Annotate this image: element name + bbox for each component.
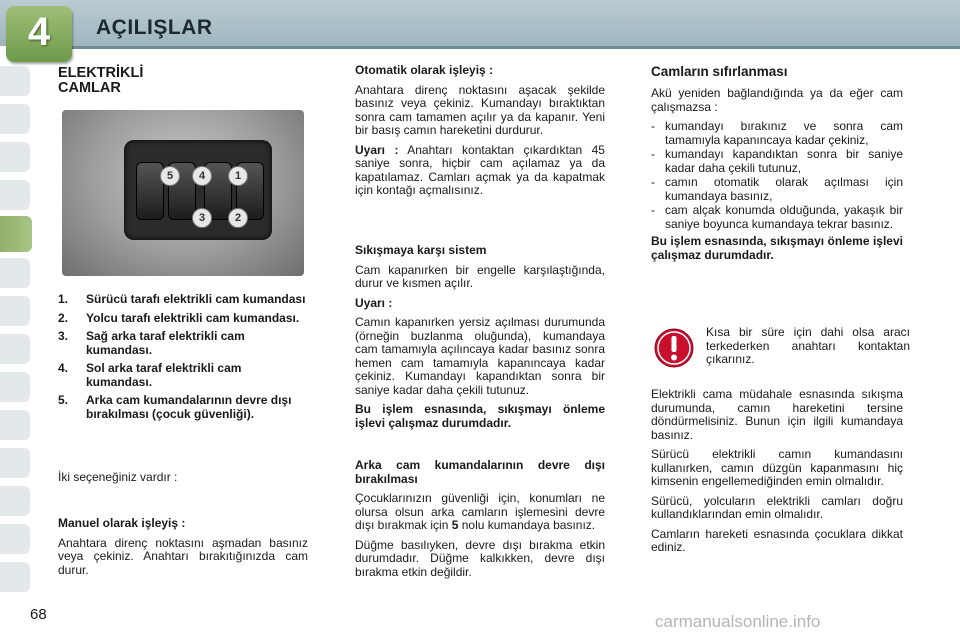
manual-text: Anahtara direnç noktasını aşmadan basınız veya çekiniz. Anahtarı bırakıtığınızda cam durur. (58, 535, 308, 577)
chapter-tab-12[interactable] (0, 486, 30, 516)
callout-1: 1 (228, 166, 248, 186)
watermark: carmanualsonline.info (655, 612, 821, 631)
note-paragraph: Sürücü elektrikli camın kumandasını kullanırken, camın düzgün kapanmasını hiç kimsenin engellemediğinden emin olmalıdır. (651, 447, 903, 488)
chapter-tab-8[interactable] (0, 334, 30, 364)
chapter-tab-2[interactable] (0, 104, 30, 134)
chapter-tab-7[interactable] (0, 296, 30, 326)
auto-text: Anahtara direnç noktasını aşacak şekilde basınız veya çekiniz. Kumandayı bıraktıktan sonra cam tamamen açılır ya da kapanır. Yeni bir basış camın hareketini durdurur. (355, 82, 605, 137)
note-paragraph: Elektrikli cama müdahale esnasında sıkışma durumunda, camın hareketini tersine döndürmelisiniz. Bunun için ilgili kumandaya basınız. (651, 387, 903, 442)
chapter-tab-10[interactable] (0, 410, 30, 440)
callout-2: 2 (228, 208, 248, 228)
pinch-heading: Sıkışmaya karşı sistem (355, 243, 487, 257)
page-number: 68 (30, 606, 47, 623)
list-item: 5. Arka cam kumandalarının devre dışı bırakılması (çocuk güvenliği). (58, 393, 292, 421)
pinch-note: Bu işlem esnasında, sıkışmayı önleme işlevi çalışmaz durumdadır. (355, 402, 605, 430)
list-item: 4. Sol arka taraf elektrikli cam kumandası. (58, 361, 242, 389)
reset-step: - kumandayı bırakınız ve sonra cam tamamıyla kapanıncaya kadar çekiniz, (651, 119, 903, 147)
reset-section (651, 64, 903, 268)
warning-text: Kısa bir süre için dahi olsa aracı terkederken anahtarı kontaktan çıkarınız. (706, 325, 910, 366)
chapter-tab-11[interactable] (0, 448, 30, 478)
chapter-tab-4[interactable] (0, 180, 30, 210)
callout-3: 3 (192, 208, 212, 228)
safety-notes (651, 388, 903, 561)
switch-5 (136, 162, 164, 220)
manual-section (58, 517, 308, 583)
chapter-tab-13[interactable] (0, 524, 30, 554)
chapter-number: 4 (27, 10, 51, 54)
reset-step: - camın otomatik olarak açılması için kumandaya basınız, (651, 175, 903, 203)
warning-2-label: Uyarı : (355, 295, 393, 310)
list-item: 3. Sağ arka taraf elektrikli cam kumandası. (58, 329, 245, 357)
chapter-tab-6[interactable] (0, 258, 30, 288)
rear-disable-section (355, 459, 605, 585)
rear-text-2: Düğme basılıyken, devre dışı bırakma etkin durumdadır. Düğme kalkıkken, devre dışı bırakma etkin değildir. (355, 537, 605, 579)
window-switch-photo (62, 110, 304, 276)
rear-text: Çocuklarınızın güvenliği için, konumları ne olursa olsun arka camların işlemesini devre dışı bırakmak için 5 nolu kumandaya basınız. (355, 491, 605, 532)
chapter-tab-3[interactable] (0, 142, 30, 172)
reset-step: - cam alçak konumda olduğunda, yakaşık bir saniye boyunca kumandaya tekrar basınız. (651, 203, 903, 231)
reset-intro: Akü yeniden bağlandığında ya da eğer cam çalışmazsa : (651, 86, 903, 114)
control-list (58, 293, 308, 426)
header-rule (60, 46, 960, 49)
warning-callout (650, 322, 910, 380)
chapter-tab-active[interactable] (0, 216, 32, 252)
list-item: 2. Yolcu tarafı elektrikli cam kumandası. (58, 310, 300, 325)
chapter-badge (6, 6, 72, 62)
auto-heading: Otomatik olarak işleyiş : (355, 63, 494, 77)
page-title: AÇILIŞLAR (96, 16, 213, 39)
rear-heading: Arka cam kumandalarının devre dışı bırakılması (355, 458, 605, 486)
options-intro: İki seçeneğiniz vardır : (58, 470, 178, 484)
pinch-text: Cam kapanırken bir engelle karşılaştığında, durur ve kısmen açılır. (355, 262, 605, 290)
chapter-tab-1[interactable] (0, 66, 30, 96)
chapter-tab-9[interactable] (0, 372, 30, 402)
section-heading: ELEKTRİKLİ CAMLAR (58, 65, 144, 96)
warning-2-text: Camın kapanırken yersiz açılması durumunda (örneğin buzlanma oluğunda), kumandaya cam tamamıyla açılıncaya kadar basınız sonra hemen cam tamamıyla kapanıncaya kadar çekiniz. Kumandayı kapandıktan sonra bir saniye kadar daha çekili tutunuz. (355, 315, 605, 397)
note-paragraph: Sürücü, yolcuların elektrikli camları doğru kullandıklarından emin olmalıdır. (651, 493, 903, 521)
chapter-tab-14[interactable] (0, 562, 30, 592)
callout-5: 5 (160, 166, 180, 186)
warning-exclamation-icon (654, 328, 694, 368)
warning-1: Uyarı : Anahtarı kontaktan çıkardıktan 45 saniye sonra, hiçbir cam açılamaz ya da kapatılamaz. Camları açmak ya da kapatmak için kontağı açmalısınız. (355, 142, 605, 197)
reset-note: Bu işlem esnasında, sıkışmayı önleme işlevi çalışmaz durumdadır. (651, 234, 903, 262)
manual-heading: Manuel olarak işleyiş : (58, 516, 186, 530)
note-paragraph: Camların hareketi esnasında çocuklara dikkat ediniz. (651, 526, 903, 554)
list-item: 1. Sürücü tarafı elektrikli cam kumandası (58, 292, 306, 306)
pinch-section (355, 244, 605, 436)
callout-4: 4 (192, 166, 212, 186)
reset-heading: Camların sıfırlanması (651, 64, 788, 79)
reset-step: - kumandayı kapandıktan sonra bir saniye kadar daha çekili tutunuz, (651, 147, 903, 175)
auto-section (355, 64, 605, 204)
